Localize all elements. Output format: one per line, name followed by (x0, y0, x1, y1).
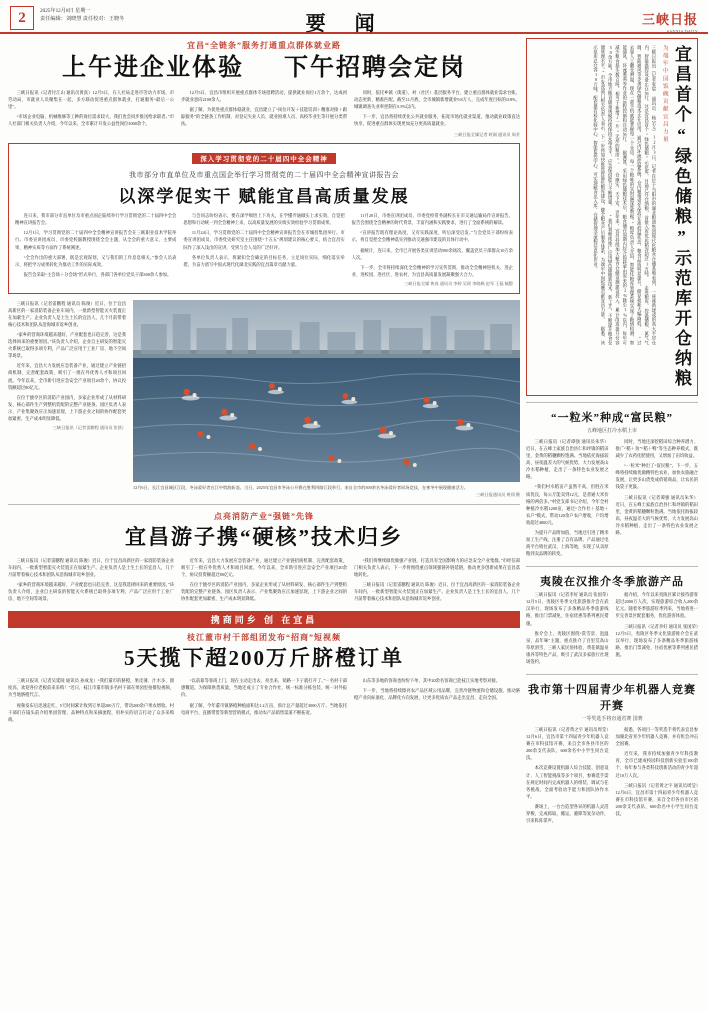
masthead-date: 2025年12月8日 星期一 (40, 8, 91, 14)
rice-para: 三峡日报讯（记者谭强 通讯员朱华）近日，在五峰土家族自治县仁和坪镇的稻田里，金黄的稻穗颗粒饱满。当地依托海拔较高、昼夜温差大的气候优势，大力发展高山冷水稻种植，走出了一条特色农业发展之路。 (615, 494, 698, 535)
rice-columns (526, 438, 698, 560)
lead-para: 同时，依托乡镇（街道）、村（社区）基层服务平台，建立重点群体就业需求台账，动态更新、精准匹配。截至11月底，全市城镇新增就业9.8万人，完成年度目标的118%，城镇调查失业率控制在5.5%以内。 (354, 89, 520, 109)
tourism-col-1 (526, 591, 609, 668)
banner-para: 连日来，我市部分市直单位及市重点国企陆续举行学习贯彻党的二十届四中全会精神宣讲报告会。 (15, 213, 177, 226)
robot-para: 本次竞赛设置机器人综合技能、创意设计、人工智能挑战等多个项目，参赛选手需在规定时间内完成机器人的组装、调试与任务挑战，全面考验动手能力和团队协作水平。 (526, 765, 609, 799)
banner-para: 与会同志纷纷表示，要在深学细悟上下功夫，在学懂弄通做实上求实效，自觉把思想和行动统一到全会精神上来，以高质量发展的实绩实效检验学习贯彻成果。 (183, 213, 345, 226)
returnee-story (8, 511, 520, 605)
robot-para: 近年来，我市持续加强青少年科技教育，全市已建成校园科技创新实验室100余个，每年参与各类科技创新活动的青少年超过10万人次。 (615, 751, 698, 778)
orange-para: 下一步，当地将持续擦亮农产品区域公用品牌，完善冷链物流和仓储设施，推动脐橙产业向标准化、品牌化方向发展，让更多优质农产品走出宜昌、走向全国。 (354, 688, 520, 701)
returnee-para: “家乡的营商环境越来越好，产业配套也日趋完善，这是我选择回来的重要原因。”该负责人介绍，企业自主研发的智能灭火系统已取得多项专利，产品广泛应用于工业厂房、地下空间等场景。 (8, 581, 174, 602)
returnee-para: 三峡日报讯（记者雷鹏程 通讯员 陈俊）近日，位于宜昌高新区的一家消防装备企业车间内，一批新型智能灭火装置正在加紧生产。企业负责人是土生土长的宜昌人，几个月前带着核心技术和团队从沿海城市返乡创业。 (354, 581, 520, 602)
mid-para: “家乡的营商环境越来越好，产业配套也日趋完善，这是我选择回来的重要原因。”该负责人介绍，企业自主研发的智能灭火系统已取得多项专利，产品广泛应用于工业厂房、地下空间等场景。 (8, 332, 126, 359)
rice-para: “一粒米”种出了“富民粮”。下一步，五峰将持续做优做精特色农业，加快农旅融合发展，让更多山货变成俏销商品，让农民的钱袋子更鼓。 (615, 463, 698, 490)
lead-byline: 三峡日报全媒记者 时刚 通讯员 周芳 (454, 132, 520, 138)
rice-headline: “一粒米”种成“富民粮” (551, 412, 673, 424)
returnee-para: 在位于猇亭区的消防产业园内，多家企业形成了从材料研发、核心部件生产到整机装配的完整产业链条。园区负责人表示，产业集聚效应正加速显现，上下游企业之间的协作配套更加紧密，生产成本明显降低。 (181, 581, 347, 602)
page-number: 2 (10, 6, 34, 30)
masthead-meta (40, 6, 124, 24)
photo-block (133, 300, 520, 499)
returnee-para: 近年来，宜昌大力发展应急装备产业，通过建立产业链招商机制、完善配套政策，吸引了一批在外优秀人才和项目回流。今年以来，全市新引进应急安全产业项目20余个，协议投资额超过80亿元。 (181, 557, 347, 577)
lead-story (8, 40, 520, 138)
rice-subhead: 五峰地区打冷水稻上市 (586, 429, 637, 434)
returnee-col-3 (354, 557, 520, 605)
rice-col-2 (616, 438, 699, 560)
newspaper-logo (568, 6, 698, 34)
banner-para: 11月20日，市委宣讲团成员、市委党校常务副校长在市交通运输局作宣讲报告。报告会围绕全会精神的时代背景、丰富内涵和实践要求，进行了全面系统的解读。 (351, 213, 513, 226)
returnee-col-2 (181, 557, 347, 605)
robot-col-2 (616, 726, 699, 827)
banner-para: 12月1日，学习贯彻党的二十届四中全会精神宣讲报告会在三峡职业技术学院举行。市委宣讲团成员、市委党校副教授围绕全会主题，从全会的重大意义、主要成果、精神实质等方面作了系统阐述。 (15, 230, 177, 250)
rice-para: 同时，当地还深挖稻田综合种养潜力，推广“稻＋鱼”“稻＋鸭”等生态种养模式，既减少了农药化肥使用，又增加了亩均收益。 (615, 439, 698, 459)
mid-left-text (8, 300, 126, 499)
orange-para: 据了解，今年董市镇脐橙种植面积达1.2万亩，预计总产量超过3000万斤。当地依托电商平台、直播带货等新型营销模式，推动农产品销售渠道不断拓宽。 (181, 702, 347, 715)
lead-para: 下一步，宜昌将持续优化公共就业服务，拓宽市场化就业渠道，推动就业政策直达快享，促进重点群体实现更加充分更高质量就业。 (354, 114, 520, 127)
returnee-para: “我们将继续做优做强产业链，打造具有全国影响力的应急安全产业集群。”市经信部门相关负责人表示，下一步将围绕重点领域强链补链延链，推动更多创新成果在宜昌落地转化。 (354, 557, 520, 577)
promo-strip: 携商同乡 创 在宜昌 (8, 611, 520, 628)
photo-graphic (133, 300, 520, 482)
feature-grain-story (526, 38, 698, 396)
tourism-para: 三峡日报讯（记者李好 通讯员 张国荣）12月5日，夷陵区冬季文化旅游推介会在武汉举行，现场发布了多条精品冬季旅游线路，推出门票减免、住宿优惠等系列惠民措施。 (615, 623, 698, 657)
photo-credit: 三峡日报通讯员 黄翔 摄 (476, 492, 520, 498)
lead-headline-right: 下午招聘会定岗 (284, 55, 466, 81)
orange-columns (8, 677, 520, 725)
tourism-para: 据介绍，今年以来夷陵区累计接待游客超过2000万人次，实现旅游综合收入200余亿元。随着冬季旅游旺季到来，当地将进一步完善景区配套服务，优化游客体验。 (615, 592, 698, 619)
rice-col-1 (526, 438, 609, 560)
tourism-columns (526, 591, 698, 668)
rice-story (526, 409, 698, 560)
banner-para: “宣讲报告既有理论高度，又有实践深度，听后深受启发。”与会党员干部纷纷表示，将自觉把全会精神落实到推动交通强市建设的具体行动中。 (351, 230, 513, 243)
orange-story (8, 632, 520, 726)
banner-para: 据统计，连日来，全市已开展各类宣讲活动500余场次，覆盖党员干部群众10万余人次。 (351, 247, 513, 260)
mid-byline: 三峡日报讯（记者雷鹏程 通讯员 张凯） (52, 424, 126, 430)
orange-para: “以前靠等客商上门，现在主动走出去、亮出来，销路一下子就打开了。”一名村干部感慨道。为保障供货质量，当地还成立了专业合作社，统一标准分拣包装，统一对外报价。 (181, 678, 347, 698)
robot-contest-story (526, 681, 698, 827)
banner-col-2 (183, 212, 344, 288)
banner-headline: 以深学促实干 赋能宜昌高质量发展 (118, 187, 410, 207)
robot-para: 赛场上，一台台造型各异的机器人灵活穿梭，完成抓取、搬运、避障等复杂动作，引来阵阵掌声。 (526, 803, 609, 823)
returnee-col-1 (8, 557, 174, 605)
robot-subhead: 一等奖选手将直通省赛 国赛 (581, 717, 643, 723)
orange-col-3 (354, 677, 520, 725)
banner-col-3 (352, 212, 513, 288)
robot-para: 据悉，各项目一等奖选手将代表宜昌参加湖北省青少年机器人竞赛，并有机会冲击全国赛。 (615, 727, 698, 747)
rice-para: 为提升产品附加值，当地还引进了精米加工生产线，注册了自有品牌，产品通过电商平台销往武汉、上海等地，实现了从卖原粮到卖品牌的转变。 (526, 529, 609, 557)
lead-para: 据了解，为促进重点群体稳就业，宜昌建立了“岗位开发＋技能培训＋精准对接＋跟踪服务”的全链条工作机制，对登记失业人员、就业困难人员、高校毕业生等开展分类帮扶。 (181, 106, 347, 127)
robot-col-1 (526, 726, 609, 827)
rice-para: “我们村水稻亩产虽然不高，但胜在米质优良，每公斤能卖到12元，是普通大米价格的两倍多。”村党支部书记介绍，今年全村种植冷水稻1200亩，通过“合作社＋基地＋农户”模式，带动120余户农户增收，户均增收超过4000元。 (526, 484, 609, 525)
feature-body: 三峡日报讯（记者张宸 通讯员 杨宗义）12月3日，记者在位于当阳市的湖北粮油集团现代化粮食仓储基地看到，一座座新建成的高大平房仓内，智能温控设备正在运行。这是宜昌首个“绿色储粮”示范库，目前已开仓纳粮，首批入库优质稻谷超过1万吨。 走进粮库，控温储粮、氮气气调、智能通风等多项绿色储粮技术正在应用。通过内环流控温系统，仓内粮堆常年保持在准低温状态，粮食品质明显提升，储存损耗大幅降低。 “过去靠人工翻仓测温，现在一部手机就能掌握每一个仓房、每一个粮堆的实时温湿度数据。”粮库负责人介绍，智能化粮库管理系统实现了粮情检测、智能通风、环流熏蒸等作业的远程控制和自动运行。 据测算，采用绿色储粮技术后，粮食储存周期内综合损耗率由原来的2%降至1%以内，每年可减少粮食损失数百吨，相当于新增了一片“无形的粮田”。 仓廪实，天下安。近年来，宜昌持续加大粮食仓储设施建设投入，累计改造提升仓容50余万吨，全市地方粮食储备规模持续保持充裕水平，应急保供能力不断增强。 “我们将继续推广应用绿色储粮新技术、新工艺，不断提升粮食仓储管理水平。”市发改部门相关负责人表示，下一步将加快推进智能化粮库建设，健全粮食产后服务体系，为端牢中国饭碗贡献宜昌力量。 据悉，该示范库总仓容10万吨，配套建有检化验中心、智能监控中心，可实现粮食出入库、仓储管理全流程信息化作业。 (593, 45, 657, 345)
lead-col-1 (8, 89, 174, 130)
lead-para: 三峡日报讯（记者付江山 通讯员黄真）12月5日，在人社局走进市劳动力市场，市劳动局、市就业人员聚集在一起，多方联动促进重点群体就业，打通服务“最后一公里”。 (8, 89, 174, 109)
robot-headline: 我市第十四届青少年机器人竞赛开赛 (528, 684, 696, 713)
photo-winter-swim (133, 300, 520, 482)
lead-headline (8, 54, 520, 83)
banner-para: 下一步，全市将持续深化全会精神的学习宣传贯彻，推动全会精神进机关、进企业、进校园、进社区、进农村，为宜昌高质量发展凝聚强大合力。 (351, 264, 513, 277)
logo-subtext: SANXIA DAILY (666, 29, 698, 34)
banner-para: 11月24日，学习贯彻党的二十届四中全会精神宣讲报告会在市城投集团举行。市委宣讲团成员、市委党史研究室主任围绕“十五五”规划建议的核心要义，结合宜昌实际作了深入浅出的宣讲，受到与会人员的广泛好评。 (183, 230, 345, 250)
banner-byline: 三峡日报全媒 黄真 通讯员 李婷 吴瑶 李晓枫 赵军 王磊 稿整 (404, 280, 513, 286)
returnee-columns (8, 557, 520, 605)
mid-para: 近年来，宜昌大力发展应急装备产业，通过建立产业链招商机制、完善配套政策，吸引了一批在外优秀人才和项目回流。今年以来，全市新引进应急安全产业项目20余个，协议投资额超过80亿元。 (8, 363, 126, 390)
banner-subline: 我市部分市直单位及市重点国企举行学习贯彻党的二十届四中全会精神宣讲报告会 (129, 171, 399, 180)
rice-para: 三峡日报讯（记者谭强 通讯员朱华）近日，在五峰土家族自治县仁和坪镇的稻田里，金黄的稻穗颗粒饱满。当地依托海拔较高、昼夜温差大的气候优势，大力发展高山冷水稻种植，走出了一条特色农业发展之路。 (526, 439, 609, 480)
feature-headline: 宜昌首个“绿色储粮”示范库开仓纳粮 (672, 45, 691, 389)
feature-kicker: 为端牢中国饭碗贡献宜昌力量 (661, 45, 668, 144)
robot-para: 三峡日报讯（记者黄之宇 通讯员周莹）12月6日，宜昌市第十四届青少年机器人竞赛在市科技馆开赛，来自全市各县市区的200余支代表队、600余名中小学生同台竞技。 (526, 727, 609, 761)
page-body (0, 34, 708, 827)
photo-caption: 12月6日，长江宜昌城区江段，冬泳爱好者在江中劈波斩浪。当日，2025年宜昌市冬泳公开赛在胜利四路江段举行，来自全市的300余名冬泳爱好者同场竞技，在寒冬中展现健康活力。 (133, 484, 469, 490)
left-column (8, 38, 520, 827)
banner-tag: 深入学习贯彻党的二十届四中全会精神 (192, 153, 336, 164)
right-column (526, 38, 698, 827)
page-title: 要 闻 (305, 13, 387, 35)
logo-text: 三峡日报 (641, 12, 698, 27)
returnee-headline: 宜昌游子携“硬核”技术归乡 (125, 525, 403, 550)
banner-para: 报告会采取“主会场＋分会场”形式举行，各部门各单位党员干部300余人参加。 (23, 271, 172, 277)
tourism-story (526, 573, 698, 668)
banner-para: 各单位负责人表示，将紧扣全会确定的目标任务，立足岗位实际，细化落实举措，为奋力谱写中国式现代化湖北实践的宜昌篇章贡献力量。 (183, 254, 345, 267)
orange-para: 视频发布后迅速走红，5天时间累计收到订单超200万斤，带动200余户果农增收。村干部们在镜头前介绍果园管理、品种特点和采摘流程，用朴实的语言打动了众多采购商。 (8, 702, 174, 722)
robot-para: 三峡日报讯（记者黄之宇 通讯员周莹）12月6日，宜昌市第十四届青少年机器人竞赛在市科技馆开赛，来自全市各县市区的200余支代表队、600余名中小学生同台竞技。 (615, 782, 698, 816)
returnee-para: 三峡日报讯（记者雷鹏程 通讯员 陈俊）近日，位于宜昌高新区的一家消防装备企业车间内，一批新型智能灭火装置正在加紧生产。企业负责人是土生土长的宜昌人，几个月前带着核心技术和团队从沿海城市返乡创业。 (8, 557, 174, 577)
lead-para: 12月5日，宜昌市组织开展重点群体专场招聘活动，提供就业岗位1万余个，达成初步就业意向2100余人。 (181, 89, 347, 102)
tourism-headline: 夷陵在汉推介冬季旅游产品 (540, 576, 684, 589)
mid-para: 在位于猇亭区的消防产业园内，多家企业形成了从材料研发、核心部件生产到整机装配的完整产业链条。园区负责人表示，产业集聚效应正加速显现，上下游企业之间的协作配套更加紧密，生产成本明显降低。 (8, 394, 126, 421)
lead-columns (8, 89, 520, 130)
orange-headline: 5天揽下超200万斤脐橙订单 (124, 646, 404, 671)
tourism-para: 推介会上，夷陵区围绕“赏雪景、泡温泉、品年味”主题，重点推介了百里荒高山草原滑雪、三峡人家民俗体验、黄花镇温泉康养等特色产品，吸引了武汉多家旅行社现场签约。 (526, 630, 609, 664)
tourism-col-2 (616, 591, 699, 668)
banner-columns (15, 212, 513, 288)
banner-para: “全会作出的重大部署，既是宏观谋划，又与我们的工作息息相关。”参会人员表示，将把学习成果转化为推动工作的实际成效。 (15, 254, 177, 267)
mid-section (8, 300, 520, 499)
orange-para: 山东等多地的客商也纷纷下单，其中20余名客商已赴枝江实地考察对接。 (362, 678, 501, 684)
mid-para: 三峡日报讯（记者雷鹏程 通讯员 陈俊）近日，位于宜昌高新区的一家消防装备企业车间内，一批新型智能灭火装置正在加紧生产。企业负责人是土生土长的宜昌人，几个月前带着核心技术和团队从沿海城市返乡创业。 (8, 300, 126, 327)
tourism-para: 三峡日报讯（记者李好 通讯员 张国荣）12月5日，夷陵区冬季文化旅游推介会在武汉举行，现场发布了多条精品冬季旅游线路，推出门票减免、住宿优惠等系列惠民措施。 (526, 592, 609, 626)
lead-headline-left: 上午进企业体验 (62, 55, 244, 81)
orange-col-2 (181, 677, 347, 725)
masthead (0, 0, 708, 34)
orange-col-1 (8, 677, 174, 725)
lead-col-2 (181, 89, 347, 130)
study-banner (8, 143, 520, 294)
lead-col-3 (354, 89, 520, 130)
lead-para: “市场企业电脑、机械维修等工种的岗位需求较大，我们也会同步推送给求职者。”市人社部门相关负责人介绍，今年以来，全市累计开发公益性岗位3000余个。 (8, 114, 174, 127)
lead-kicker: 宜昌“全链条”服务打通重点群体就业路 (187, 41, 341, 50)
masthead-editors: 责任编辑：刘晓慧 责任校对：王晓冬 (40, 15, 125, 22)
orange-kicker: 枝江董市村干部组团发布“招商”短视频 (187, 633, 341, 643)
robot-columns (526, 726, 698, 827)
orange-para: 三峡日报讯（记者吴延陵 通讯员 孙成龙）“我们董市的脐橙，果皮薄、汁水多、甜度高，欢迎各位老板前来采购！”近日，枝江市董市镇多名村干部在果园里拍摄短视频，为当地脐橙代言。 (8, 678, 174, 698)
returnee-kicker: 点亮消防产业“强链”先锋 (214, 512, 314, 522)
banner-col-1 (15, 212, 176, 288)
